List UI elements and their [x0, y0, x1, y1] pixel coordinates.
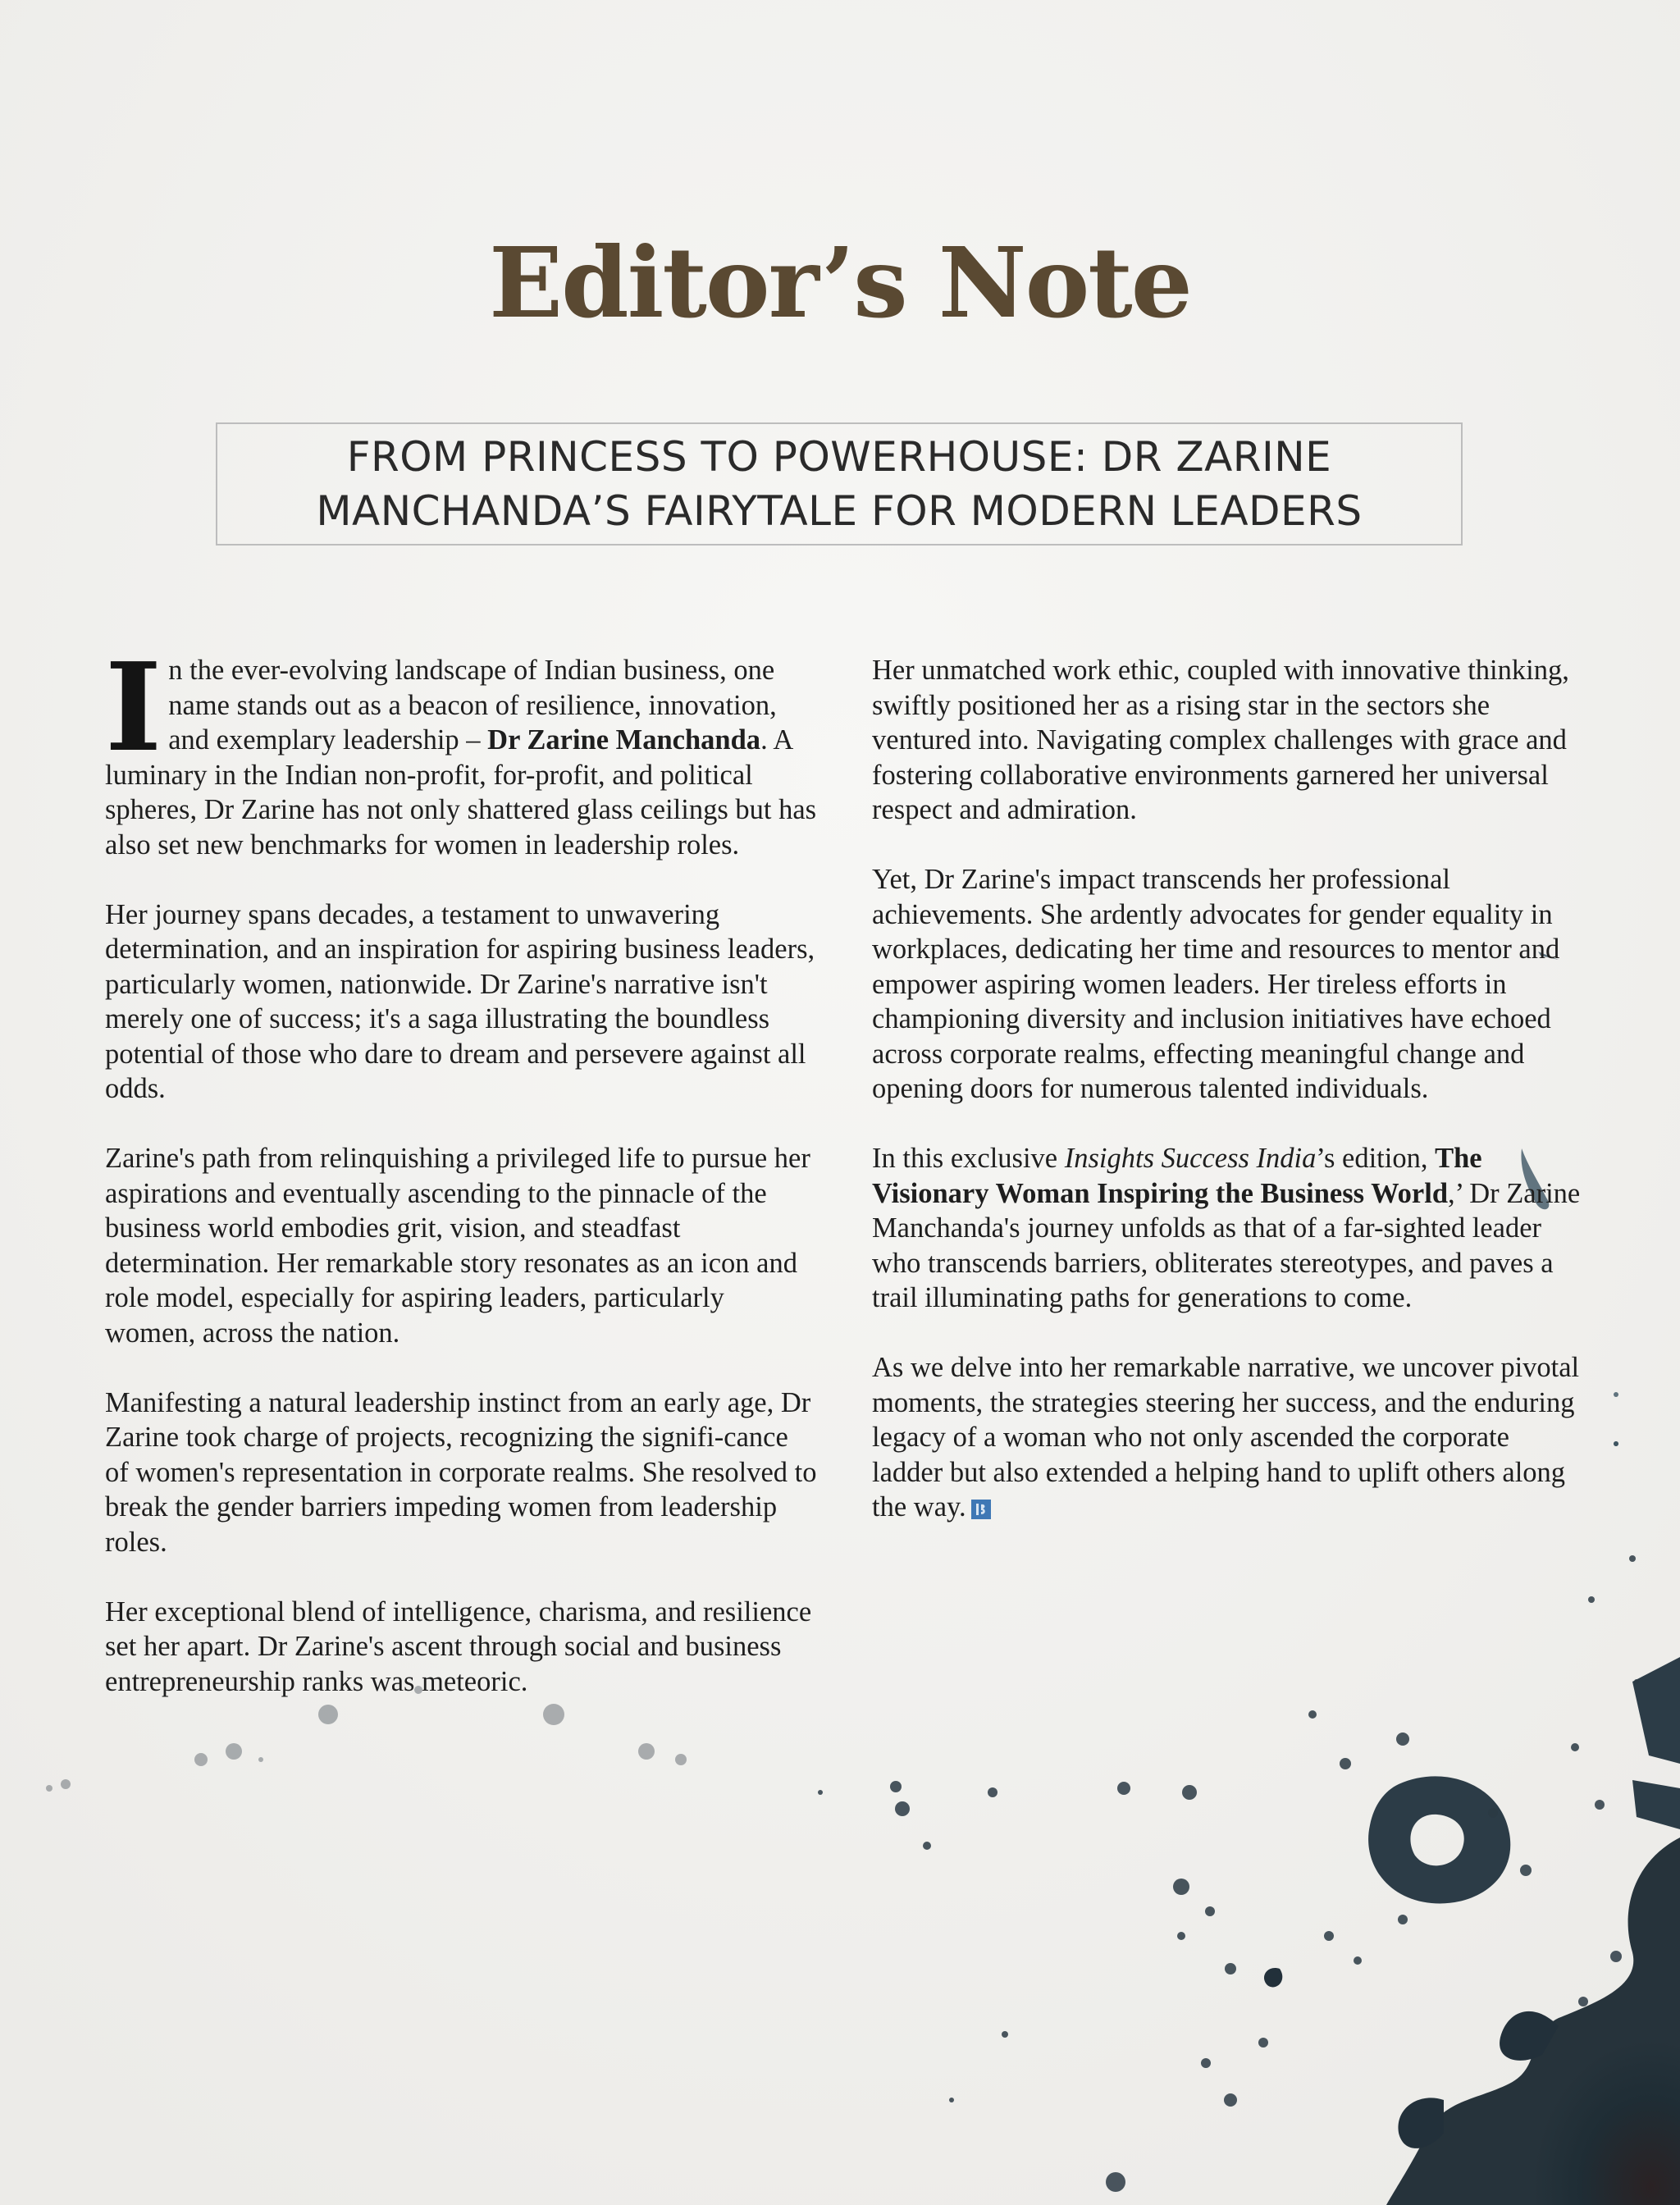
paragraph-closing: [872, 1350, 1586, 1525]
magazine-name: Insights Success India: [1064, 1143, 1317, 1174]
edition-text-3: ,’ Dr Zarine Manchanda's journey unfolds as that of a far-sighted leader who transcends barriers, obliterates stereotypes, and paves a trail illuminating paths for generations to come.: [872, 1177, 1581, 1313]
intro-name-bold: Dr Zarine Manchanda: [487, 724, 761, 756]
right-column: [872, 653, 1586, 1559]
edition-text-1: In this exclusive: [872, 1143, 1065, 1174]
headline-box: [216, 422, 1463, 546]
edition-title-bold: The Visionary Woman Inspiring the Business World: [872, 1143, 1482, 1209]
paragraph-leadership: Manifesting a natural leadership instinct from an early age, Dr Zarine took charge of projects, recognizing the signifi-cance of women's representation in corporate realms. She resolved to break the gender barriers impeding women from leadership roles.: [105, 1386, 817, 1558]
paragraph-ascent: Her exceptional blend of intelligence, charisma, and resilience set her apart. Dr Zarine's ascent through social and business entrepreneurship ranks was meteoric.: [105, 1596, 812, 1697]
drop-cap: I: [105, 636, 162, 778]
intro-paragraph: [105, 636, 817, 862]
edition-text-2: ’s edition,: [1316, 1143, 1436, 1174]
insights-success-end-mark-icon: [971, 1500, 991, 1519]
headline: FROM PRINCESS TO POWERHOUSE: DR ZARINE MANCHANDA’S FAIRYTALE FOR MODERN LEADERS: [316, 433, 1363, 535]
paragraph-impact: Yet, Dr Zarine's impact transcends her professional achievements. She ardently advocates for gender equality in workplaces, dedicating her time and resources to mentor and empower aspiring women leaders. Her tireless efforts in championing diversity and inclusion initiatives have echoed across corporate realms, effecting meaningful change and opening doors for numerous talented individuals.: [872, 864, 1560, 1104]
paragraph-path: Zarine's path from relinquishing a privileged life to pursue her aspirations and eventually ascending to the pinnacle of the business world embodies grit, vision, and steadfast determination. Her remarkable story resonates as an icon and role model, especially for aspiring leaders, particularly women, across the nation.: [105, 1143, 810, 1349]
intro-text-before: n the ever-evolving landscape of Indian business, one name stands out as a beacon of resilience, innovation, and exemplary leadership –: [168, 655, 777, 756]
intro-text-after: . A luminary in the Indian non-profit, for-profit, and political spheres, Dr Zarine has not only shattered glass ceilings but has also set new benchmarks for women in leadership roles.: [105, 724, 817, 861]
closing-text: As we delve into her remarkable narrative, we uncover pivotal moments, the strategies steering her success, and the enduring legacy of a woman who not only ascended the corporate ladder but also extended a helping hand to uplift others along the way.: [872, 1352, 1580, 1522]
paragraph-journey: Her journey spans decades, a testament to unwavering determination, and an inspiration for aspiring business leaders, particularly women, nationwide. Dr Zarine's narrative isn't merely one of success; it's a saga illustrating the boundless potential of those who dare to dream and persevere against all odds.: [105, 898, 815, 1104]
left-column: [105, 636, 817, 1734]
paragraph-work-ethic: Her unmatched work ethic, coupled with innovative thinking, swiftly positioned her as a rising star in the sectors she ventured into. Navigating complex challenges with grace and fostering collaborative environments garnered her universal respect and admiration.: [872, 655, 1569, 825]
page-title: Editor’s Note: [489, 226, 1191, 340]
paragraph-edition: [872, 1141, 1586, 1316]
